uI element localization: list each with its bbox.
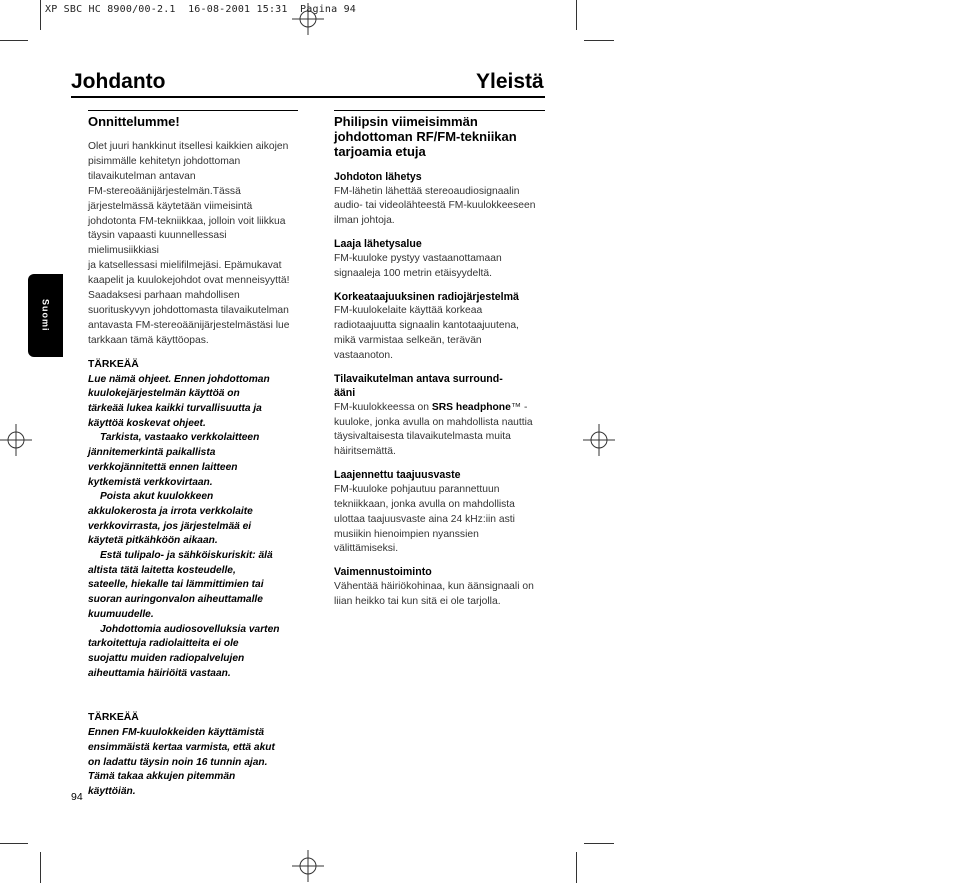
important-label: TÄRKEÄÄ: [88, 712, 139, 724]
section-title: Johdoton lähetys: [334, 171, 422, 183]
benefits-heading: [334, 114, 548, 159]
text-line: audio- tai videolähteestä FM-kuulokkeeseen: [334, 200, 536, 212]
heading-line: Philipsin viimeisimmän: [334, 114, 478, 129]
text-line: FM-kuuloke pohjautuu parannettuun: [334, 483, 500, 495]
column-rule-right: [334, 110, 545, 111]
text-line: vastaanoton.: [334, 349, 393, 361]
text-line: kaapelit ja kuulokejohdot ovat menneisyyttä!: [88, 275, 290, 287]
text-line: Poista akut kuulokkeen: [100, 491, 214, 503]
text-line: FM-lähetin lähettää stereoaudiosignaalin: [334, 185, 520, 197]
text-line: käyttöiän.: [88, 786, 136, 798]
battery-notice: [88, 726, 300, 800]
text-line: FM-kuulokelaite käyttää korkeaa: [334, 305, 483, 317]
text-line: pisimmälle kehitetyn johdottoman: [88, 155, 241, 167]
text-line: ilman johtoja.: [334, 215, 395, 227]
text-line: kuulokejärjestelmän käyttöä on: [88, 388, 240, 400]
text-run: FM-kuulokkeessa on: [334, 401, 432, 413]
right-column: [334, 114, 548, 618]
benefit-section: [334, 468, 548, 557]
text-line: tekniikkaan, jonka avulla on mahdollista: [334, 498, 515, 510]
text-line: ensimmäistä kertaa varmista, että akut: [88, 741, 275, 753]
text-line: aiheuttamia häiriöitä vastaan.: [88, 667, 231, 679]
printer-slug: XP SBC HC 8900/00-2.1 16-08-2001 15:31 Pagina 94: [45, 4, 357, 15]
left-column: [88, 114, 300, 800]
text-line: signaaleja 100 metrin etäisyydeltä.: [334, 267, 492, 279]
text-line: järjestelmässä käytetään viimeisintä: [88, 200, 253, 212]
language-tab-label: Suomi: [40, 299, 51, 332]
text-line: Estä tulipalo- ja sähköiskuriskit: älä: [100, 550, 273, 562]
page-title-left: Johdanto: [71, 70, 166, 93]
text-line: FM-kuuloke pystyy vastaanottamaan: [334, 252, 502, 264]
text-run: ™ -: [510, 401, 528, 413]
text-line: verkkojännitettä ennen laitteen: [88, 461, 238, 473]
text-line: Saadaksesi parhaan mahdollisen: [88, 290, 240, 302]
text-line: täysin vapaasti kuunnellessasi mielimusiikkiasi: [88, 230, 227, 257]
crop-mark: [0, 40, 28, 41]
benefit-section: [334, 170, 548, 229]
section-title: Korkeataajuuksinen radiojärjestelmä: [334, 290, 519, 303]
text-line: mikä varmistaa selkeän, terävän: [334, 334, 482, 346]
registration-mark-bottom: [292, 850, 324, 882]
page-number: 94: [71, 791, 83, 803]
text-line: musiikin hienoimpien nyanssien: [334, 528, 479, 540]
benefit-section: [334, 565, 548, 609]
language-tab: [28, 274, 63, 357]
crop-mark: [40, 852, 41, 883]
text-line: kuumuudelle.: [88, 608, 154, 620]
text-line: liian heikko tai kun sitä ei ole tarjolla.: [334, 595, 501, 607]
benefit-section: [334, 290, 548, 364]
text-line: Tämä takaa akkujen pitemmän: [88, 771, 236, 783]
section-title: ääni: [334, 387, 356, 400]
text-line: johdotonta FM-tekniikkaa, jolloin voit liikkua: [88, 215, 286, 227]
text-line: verkkovirrasta, jos järjestelmää ei: [88, 520, 252, 532]
important-notice: [88, 373, 300, 682]
heading-line: tarjoamia etuja: [334, 144, 426, 159]
text-line: sateelle, hiekalle tai lämmittimien tai: [88, 579, 264, 591]
crop-mark: [576, 852, 577, 883]
column-rule-left: [88, 110, 298, 111]
text-line: häiritsemättä.: [334, 446, 396, 458]
text-line: Johdottomia audiosovelluksia varten: [100, 623, 280, 635]
text-line: tilavaikutelman antavan: [88, 170, 196, 182]
benefit-section: [334, 372, 548, 461]
section-title: Tilavaikutelman antava surround-: [334, 372, 503, 385]
text-line: suorituskyvyn johdottomasta tilavaikutelman: [88, 304, 289, 316]
text-line: tarkoitettuja radiolaitteita ei ole: [88, 638, 239, 650]
text-line: kuuloke, jonka avulla on mahdollista nauttia: [334, 416, 533, 428]
congrats-heading: Onnittelumme!: [88, 114, 180, 129]
text-line: [334, 401, 548, 416]
heading-line: johdottoman RF/FM-tekniikan: [334, 129, 517, 144]
page-title-right: Yleistä: [476, 70, 544, 93]
text-line: ulottaa taajuusvaste aina 24 kHz:iin asti: [334, 513, 515, 525]
registration-mark-left: [0, 424, 32, 456]
text-line: on ladattu täysin noin 16 tunnin ajan.: [88, 756, 268, 768]
text-line: ja katsellessasi mielifilmejäsi. Epämukavat: [88, 260, 282, 272]
text-line: radiotaajuutta signaalin kantotaajuutena,: [334, 319, 519, 331]
registration-mark-right: [583, 424, 615, 456]
text-line: suoran auringonvalon aiheuttamalle: [88, 594, 263, 606]
benefit-section: [334, 237, 548, 281]
benefit-sections: [334, 170, 548, 610]
text-line: jännitemerkintä paikallista: [88, 447, 216, 459]
intro-paragraph: [88, 140, 300, 349]
text-line: välittämiseksi.: [334, 543, 399, 555]
text-line: Lue nämä ohjeet. Ennen johdottoman: [88, 373, 270, 385]
section-title: Vaimennustoiminto: [334, 566, 432, 579]
text-line: täysivaltaisesta tilavaikutelmasta muita: [334, 431, 511, 443]
crop-mark: [584, 40, 614, 41]
text-line: kytkemistä verkkovirtaan.: [88, 476, 213, 488]
text-line: antavasta FM-stereoäänijärjestelmästäsi lue: [88, 319, 290, 331]
crop-mark: [40, 0, 41, 30]
text-line: Vähentää häiriökohinaa, kun äänsignaali on: [334, 580, 534, 592]
header-rule: [71, 96, 545, 98]
crop-mark: [576, 0, 577, 30]
text-line: suojattu muiden radiopalvelujen: [88, 652, 245, 664]
crop-mark: [0, 843, 28, 844]
section-title: Laajennettu taajuusvaste: [334, 469, 461, 482]
text-line: käyttöä koskevat ohjeet.: [88, 417, 206, 429]
text-line: tarkkaan tämä käyttöopas.: [88, 334, 209, 346]
text-line: FM-stereoäänijärjestelmän.Tässä: [88, 185, 241, 197]
important-label: TÄRKEÄÄ: [88, 358, 139, 370]
text-line: akkulokerosta ja irrota verkkolaite: [88, 505, 253, 517]
section-title: Laaja lähetysalue: [334, 238, 422, 251]
crop-mark: [584, 843, 614, 844]
text-line: tärkeää lukea kaikki turvallisuutta ja: [88, 403, 262, 414]
text-line: Ennen FM-kuulokkeiden käyttämistä: [88, 727, 265, 739]
text-line: Olet juuri hankkinut itsellesi kaikkien aikojen: [88, 141, 289, 152]
text-line: altista tätä laitetta kosteudelle,: [88, 564, 236, 576]
registration-mark-top: [292, 3, 324, 35]
srs-headphone-term: SRS headphone: [431, 401, 511, 413]
text-line: käytetä pitkähköön aikaan.: [88, 535, 218, 547]
text-line: Tarkista, vastaako verkkolaitteen: [100, 432, 260, 444]
